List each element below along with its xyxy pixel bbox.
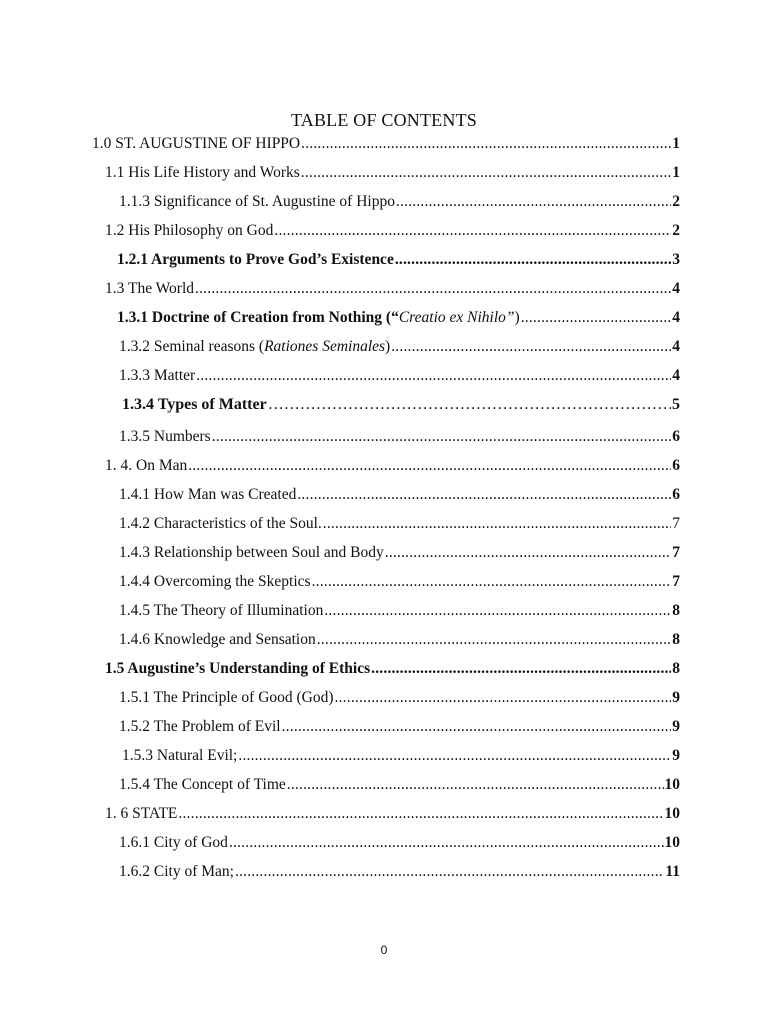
entry-label-suffix: ) [385,338,391,355]
entry-label: 1.4.1 How Man was Created [119,486,297,503]
page-ref: 8 [672,660,680,677]
toc-entry[interactable] [105,278,680,300]
toc-entry[interactable] [119,629,680,651]
toc-entry[interactable] [119,832,680,854]
page-ref: 4 [672,338,680,355]
entry-label: 1.5.3 Natural Evil; [122,747,238,764]
entry-label: 1.4.5 The Theory of Illumination [119,602,324,619]
leader-dots [195,278,671,300]
toc-entry[interactable] [119,600,680,622]
page-number: 0 [380,943,388,957]
entry-label: 1.3 The World [105,280,195,297]
page-ref: 6 [672,457,680,474]
leader-dots [396,191,671,213]
entry-label: 1. 6 STATE [105,805,178,822]
toc-entry[interactable] [119,571,680,593]
toc-entry[interactable] [119,191,680,213]
entry-label: 1.4.6 Knowledge and Sensation [119,631,316,648]
page-ref: 8 [672,602,680,619]
page-ref: 4 [672,280,680,297]
page-ref: 6 [672,428,680,445]
toc-entry[interactable] [119,513,680,535]
entry-label [117,307,520,329]
entry-label: 1.6.1 City of God [119,834,228,851]
leader-dots [287,774,664,796]
entry-label: 1. 4. On Man [105,457,188,474]
toc-entry[interactable] [119,774,680,796]
toc-entry[interactable] [119,687,680,709]
leader-dots [391,336,671,358]
entry-label-prefix: 1.3.2 Seminal reasons ( [119,338,265,355]
leader-dots [521,307,672,329]
leader-dots [371,658,671,680]
entry-label: 1.2 His Philosophy on God [105,222,274,239]
page-ref: 6 [672,486,680,503]
page-ref: 2 [672,193,680,210]
toc-entry[interactable] [122,394,680,416]
leader-dots [301,133,671,155]
leader-dots [196,365,671,387]
entry-label: 1.5.1 The Principle of Good (God) [119,689,334,706]
toc-entry[interactable] [119,336,680,358]
page-ref: 11 [665,863,680,880]
leader-dots [282,716,672,738]
entry-label-italic: Rationes Seminales [264,338,386,355]
entry-label-italic: Creatio ex Nihilo” [398,309,515,326]
entry-label: 1.1 His Life History and Works [105,164,300,181]
toc-entry[interactable] [117,249,680,271]
page-ref: 9 [672,689,680,706]
entry-label: 1.6.2 City of Man; [119,863,234,880]
entry-label: 1.4.2 Characteristics of the Soul. [119,515,322,532]
entry-label: 1.5 Augustine’s Understanding of Ethics [105,660,371,677]
page-ref: 7 [672,573,680,590]
page-ref: 10 [664,834,680,851]
entry-label: 1.1.3 Significance of St. Augustine of Hippo [119,193,395,210]
entry-label: 1.2.1 Arguments to Prove God’s Existence [117,251,394,268]
entry-label: 1.0 ST. AUGUSTINE OF HIPPO [92,135,301,152]
toc-entry[interactable] [117,307,680,329]
page-ref: 2 [672,222,680,239]
leader-dots [178,803,663,825]
toc-entry[interactable] [105,658,680,680]
page-ref: 1 [672,164,680,181]
entry-label-suffix: ) [514,309,520,326]
toc-entry[interactable] [92,133,680,155]
toc-entry[interactable] [119,426,680,448]
toc-entry[interactable] [105,162,680,184]
leader-dots [335,687,672,709]
leader-dots [301,162,671,184]
toc-entry[interactable] [105,455,680,477]
toc-entry[interactable] [119,861,680,883]
page-ref: 7 [672,515,680,532]
toc-entry[interactable] [119,365,680,387]
leader-dots [188,455,671,477]
leader-dots [229,832,664,854]
leader-dots [395,249,671,271]
leader-dots [268,394,671,416]
leader-dots [297,484,671,506]
leader-dots [238,745,671,767]
leader-dots [312,571,672,593]
page-ref: 5 [672,396,680,413]
leader-dots [385,542,671,564]
page-ref: 1 [672,135,680,152]
page-ref: 9 [672,718,680,735]
leader-dots [317,629,672,651]
page-ref: 10 [664,776,680,793]
leader-dots [212,426,672,448]
toc-entry[interactable] [119,716,680,738]
page-ref: 4 [672,309,680,326]
toc-entry[interactable] [119,542,680,564]
leader-dots [274,220,671,242]
entry-label: 1.5.2 The Problem of Evil [119,718,281,735]
entry-label: 1.3.3 Matter [119,367,196,384]
page-ref: 10 [664,805,680,822]
leader-dots [235,861,664,883]
entry-label: 1.3.5 Numbers [119,428,211,445]
entry-label: 1.5.4 The Concept of Time [119,776,286,793]
entry-label [119,336,390,358]
page-ref: 9 [672,747,680,764]
entry-label-prefix: 1.3.1 Doctrine of Creation from Nothing (“ [117,309,399,326]
entry-label: 1.4.4 Overcoming the Skeptics [119,573,311,590]
leader-dots [323,513,672,535]
toc-entry[interactable] [122,745,680,767]
leader-dots [324,600,671,622]
page-ref: 8 [672,631,680,648]
toc-entry[interactable] [105,803,680,825]
entry-label: 1.4.3 Relationship between Soul and Body [119,544,384,561]
page-ref: 4 [672,367,680,384]
page-title: TABLE OF CONTENTS [291,110,477,130]
toc-entry[interactable] [105,220,680,242]
page-ref: 7 [672,544,680,561]
entry-label: 1.3.4 Types of Matter [122,396,267,413]
toc-entry[interactable] [119,484,680,506]
page-ref: 3 [672,251,680,268]
